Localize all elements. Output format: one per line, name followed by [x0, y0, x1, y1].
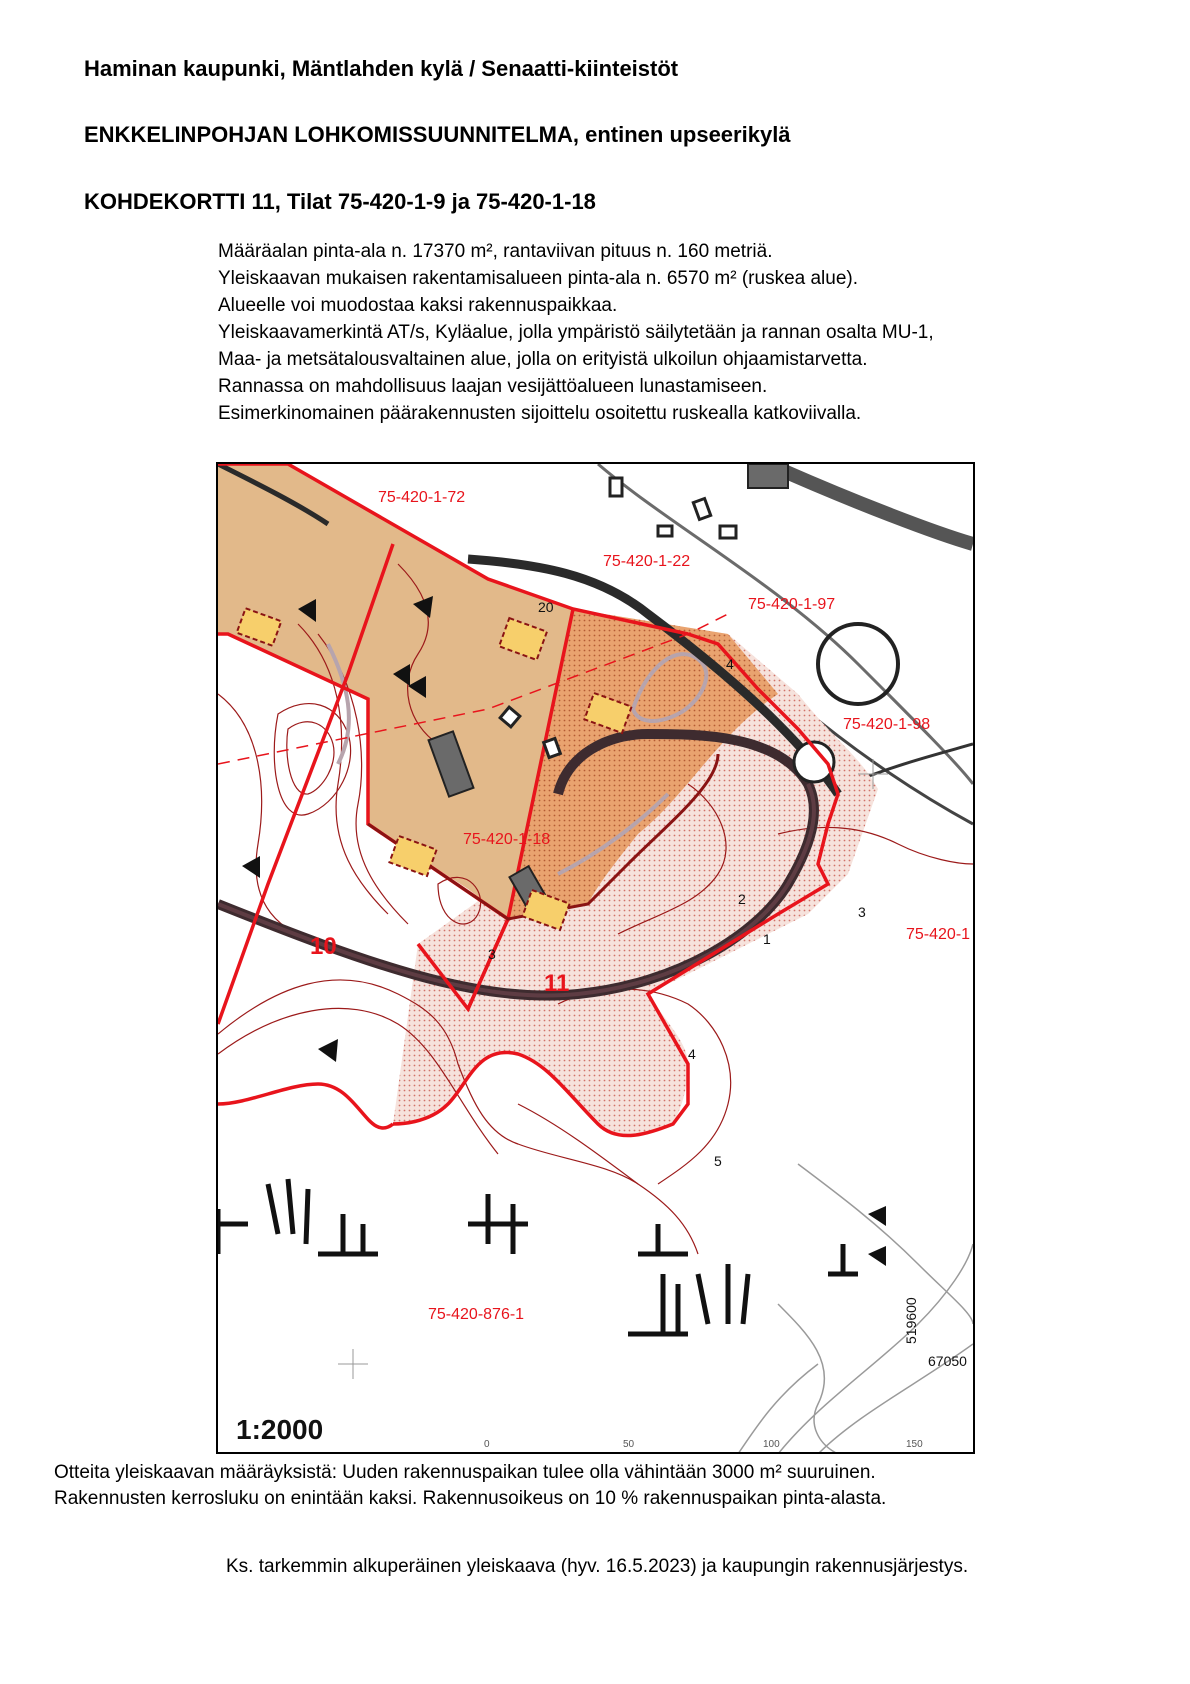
parcel-label: 75-420-876-1 [428, 1306, 525, 1323]
parcel-label: 75-420-1-72 [378, 489, 466, 506]
scale-label: 1:2000 [236, 1414, 324, 1445]
reference-note: Ks. tarkemmin alkuperäinen yleiskaava (hyv. 16.5.2023) ja kaupungin rakennusjärjestys. [226, 1556, 969, 1577]
description-line: Rannassa on mahdollisuus laajan vesijättöalueen lunastamiseen. [218, 376, 768, 397]
contour-label: 3 [858, 904, 866, 920]
contour-label: 3 [488, 946, 496, 962]
contour-label: 5 [714, 1153, 722, 1169]
contour-label: 1 [763, 931, 771, 947]
coordinate-north: 67050 [928, 1353, 967, 1369]
scale-bar [484, 1439, 923, 1450]
reed-symbols [218, 1179, 858, 1334]
area-number: 10 [310, 933, 337, 960]
contour-label: 2 [738, 891, 746, 907]
area-number: 11 [544, 970, 570, 997]
description-line: Yleiskaavamerkintä AT/s, Kyläalue, jolla ympäristö säilytetään ja rannan osalta MU-1, [218, 322, 934, 343]
scale-tick: 150 [906, 1439, 923, 1450]
scale-tick: 50 [623, 1439, 635, 1450]
map-canvas [218, 464, 973, 1452]
parcel-label: 75-420-1-98 [843, 716, 931, 733]
footer-notes [54, 1460, 886, 1512]
plan-title: ENKKELINPOHJAN LOHKOMISSUUNNITELMA, entinen upseerikylä [84, 122, 791, 147]
parcel-label: 75-420-1-18 [463, 831, 551, 848]
card-title: KOHDEKORTTI 11, Tilat 75-420-1-9 ja 75-420-1-18 [84, 189, 596, 214]
description-list [218, 238, 934, 427]
header-title: Haminan kaupunki, Mäntlahden kylä / Senaatti-kiinteistöt [84, 56, 679, 81]
description-line: Alueelle voi muodostaa kaksi rakennuspaikkaa. [218, 295, 618, 316]
description-line: Esimerkinomainen päärakennusten sijoittelu osoitettu ruskealla katkoviivalla. [218, 403, 862, 424]
background-contours [738, 1164, 973, 1452]
parcel-label: 75-420-1-97 [748, 596, 836, 613]
scale-tick: 100 [763, 1439, 780, 1450]
parcel-label: 75-420-1-22 [603, 553, 691, 570]
contour-label: 20 [538, 599, 554, 615]
road-thick [768, 464, 973, 544]
contour-label: 4 [688, 1046, 696, 1062]
contour-label: 4 [726, 656, 734, 672]
scale-tick: 0 [484, 1439, 490, 1450]
description-line: Yleiskaavan mukaisen rakentamisalueen pinta-ala n. 6570 m² (ruskea alue). [218, 268, 859, 289]
footer-line: Rakennusten kerrosluku on enintään kaksi. Rakennusoikeus on 10 % rakennuspaikan pinta-alasta. [54, 1488, 887, 1509]
footer-line: Otteita yleiskaavan määräyksistä: Uuden rakennuspaikan tulee olla vähintään 3000 m² suuruinen. [54, 1462, 876, 1483]
description-line: Maa- ja metsätalousvaltainen alue, jolla on erityistä ulkoilun ohjaamistarvetta. [218, 349, 868, 370]
parcel-map [216, 462, 975, 1454]
parcel-label: 75-420-1 [906, 926, 971, 943]
coordinate-east: 519600 [903, 1297, 919, 1344]
description-line: Määräalan pinta-ala n. 17370 m², rantaviivan pituus n. 160 metriä. [218, 241, 773, 262]
